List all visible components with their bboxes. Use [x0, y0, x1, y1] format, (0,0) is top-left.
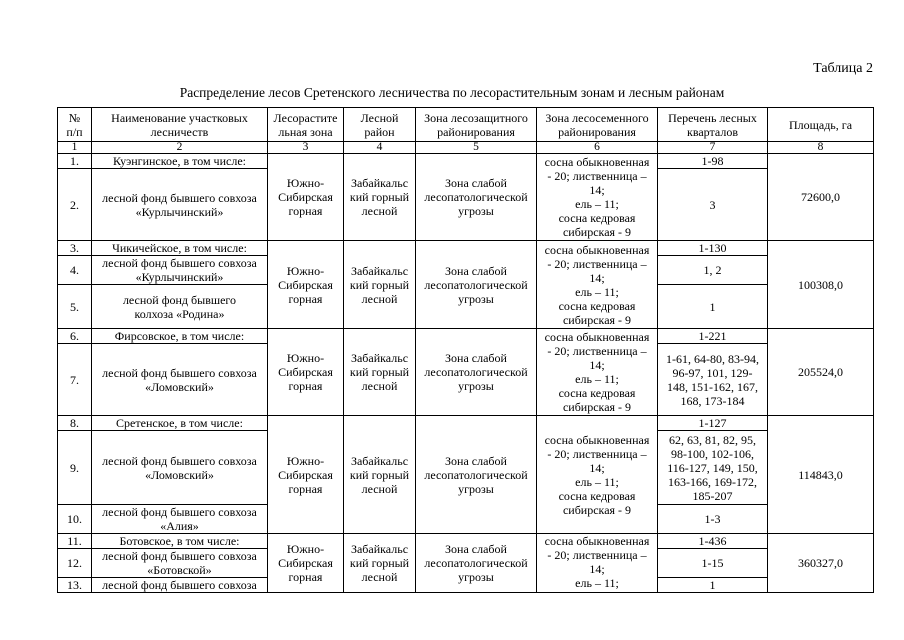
row-number — [58, 549, 92, 578]
protection-zone — [416, 154, 537, 241]
cell-line: кварталов — [687, 124, 738, 139]
cell-line: сосна кедровая — [558, 386, 636, 400]
header-zone — [268, 108, 344, 142]
seed-zone — [537, 329, 658, 416]
cell-line: Сибирская — [278, 277, 333, 292]
area-value — [768, 154, 874, 241]
cell-line: Зона слабой — [445, 453, 507, 468]
cell-line: лесопатологической — [424, 365, 528, 379]
cell-line: 14; — [589, 358, 605, 372]
protection-zone — [416, 241, 537, 329]
row-number — [58, 344, 92, 416]
vegetation-zone — [268, 329, 344, 416]
cell-line: п/п — [66, 124, 83, 139]
cell-line: 62, 63, 81, 82, 95, — [669, 432, 756, 447]
cell-line: Забайкальс — [350, 351, 409, 365]
cell-line: районирования — [437, 124, 515, 139]
column-number: 7 — [658, 142, 768, 154]
cell-line: 98-100, 102-106, — [671, 446, 754, 461]
cell-line: Зона лесосеменного — [545, 110, 649, 125]
cell-line: 116-127, 149, 150, — [667, 460, 758, 475]
forest-district — [344, 154, 416, 241]
row-number — [58, 256, 92, 285]
column-number: 5 — [416, 142, 537, 154]
cell-line: лесной фонд бывшего совхоза — [102, 256, 257, 270]
cell-line: «Ломовский» — [145, 379, 214, 394]
cell-line: «Ботовской» — [147, 563, 212, 577]
cell-line: сосна кедровая — [558, 488, 636, 503]
cell-line: районирования — [558, 124, 636, 139]
cell-line: Площадь, га — [788, 117, 853, 132]
cell-line: 13. — [67, 578, 82, 592]
cell-line: горная — [288, 570, 323, 584]
seed-zone — [537, 154, 658, 241]
table-row — [58, 241, 874, 256]
quarters-list — [658, 549, 768, 578]
cell-line: «Алия» — [160, 519, 199, 533]
column-number-row — [58, 142, 874, 154]
cell-line: 12. — [67, 556, 82, 570]
header-protect — [416, 108, 537, 142]
cell-line: Зона слабой — [445, 351, 507, 365]
cell-line: Южно- — [286, 263, 325, 278]
cell-line: Чикичейское, в том числе: — [112, 241, 247, 255]
forest-district — [344, 241, 416, 329]
cell-line: 1-15 — [701, 556, 724, 570]
cell-line: лесопатологической — [424, 277, 528, 292]
cell-line: ель – 11; — [575, 474, 619, 489]
header-num — [58, 108, 92, 142]
cell-line: 2. — [70, 197, 79, 212]
cell-line: лесной фонд бывшего совхоза — [102, 505, 257, 519]
quarters-list — [658, 578, 768, 593]
cell-line: 96-97, 101, 129- — [672, 365, 753, 380]
cell-line: лесопатологической — [424, 467, 528, 482]
cell-line: 1. — [70, 154, 79, 168]
vegetation-zone — [268, 241, 344, 329]
cell-line: Фирсовское, в том числе: — [114, 329, 245, 343]
cell-line: 1-130 — [698, 241, 727, 255]
cell-line: лесной фонд бывшего совхоза — [102, 365, 257, 380]
row-number — [58, 534, 92, 549]
forestry-name — [92, 578, 268, 593]
row-number — [58, 578, 92, 593]
cell-line: кий горный — [349, 277, 410, 292]
cell-line: 3. — [70, 241, 79, 255]
cell-line: горная — [288, 291, 323, 306]
cell-line: лесной фонд бывшего совхоза — [102, 578, 257, 592]
cell-line: сибирская - 9 — [562, 312, 632, 327]
cell-line: сибирская - 9 — [562, 225, 632, 239]
quarters-list — [658, 344, 768, 416]
cell-line: льная зона — [278, 124, 333, 139]
cell-line: лесной — [361, 481, 398, 496]
cell-line: Южно- — [286, 176, 325, 190]
cell-line: 14; — [589, 562, 605, 576]
seed-zone — [537, 416, 658, 534]
table-label: Таблица 2 — [813, 61, 873, 76]
cell-line: Лесорастите — [273, 110, 338, 125]
cell-line: 1-3 — [704, 512, 721, 526]
cell-line: горная — [288, 379, 323, 393]
cell-line: лесопатологической — [424, 190, 528, 204]
row-number — [58, 169, 92, 241]
cell-line: лесной фонд бывшего совхоза — [102, 453, 257, 468]
cell-line: ель – 11; — [575, 576, 619, 590]
cell-line: Южно- — [286, 542, 325, 556]
forestry-name — [92, 169, 268, 241]
cell-line: 360327,0 — [798, 556, 843, 570]
cell-line: 1-98 — [701, 154, 724, 168]
cell-line: кий горный — [349, 365, 410, 379]
forest-distribution-table — [57, 107, 874, 593]
row-number — [58, 241, 92, 256]
forestry-name — [92, 549, 268, 578]
header-district — [344, 108, 416, 142]
quarters-list — [658, 416, 768, 431]
seed-zone — [537, 534, 658, 593]
cell-line: 1-61, 64-80, 83-94, — [666, 351, 759, 366]
cell-line: сосна обыкновенная — [544, 330, 650, 344]
cell-line: Сибирская — [278, 365, 333, 379]
cell-line: Южно- — [286, 453, 325, 468]
cell-line: «Ломовский» — [145, 467, 214, 482]
forestry-name — [92, 534, 268, 549]
table-row — [58, 154, 874, 169]
cell-line: Забайкальс — [350, 453, 409, 468]
cell-line: Сибирская — [278, 467, 333, 482]
header-name — [92, 108, 268, 142]
header-row — [58, 108, 874, 142]
cell-line: лесной — [361, 570, 398, 584]
cell-line: 168, 173-184 — [680, 393, 745, 408]
table-body — [58, 142, 874, 593]
cell-line: сосна кедровая — [558, 211, 636, 225]
cell-line: кий горный — [349, 190, 410, 204]
cell-line: лесной фонд бывшего совхоза — [102, 190, 257, 205]
cell-line: колхоза «Родина» — [134, 306, 225, 321]
forestry-name — [92, 285, 268, 329]
cell-line: «Курлычинский» — [135, 270, 224, 284]
quarters-list — [658, 256, 768, 285]
cell-line: лесной — [361, 291, 398, 306]
cell-line: Забайкальс — [350, 542, 409, 556]
cell-line: 7. — [70, 372, 79, 387]
table-row — [58, 416, 874, 431]
cell-line: сосна обыкновенная — [544, 432, 650, 447]
cell-line: сосна обыкновенная — [544, 155, 650, 169]
cell-line: Зона слабой — [445, 542, 507, 556]
row-number — [58, 154, 92, 169]
cell-line: 6. — [70, 329, 79, 343]
cell-line: № — [68, 110, 81, 125]
quarters-list — [658, 285, 768, 329]
forestry-name — [92, 505, 268, 534]
cell-line: 14; — [589, 183, 605, 197]
cell-line: лесной — [361, 379, 398, 393]
cell-line: Зона слабой — [445, 263, 507, 278]
forestry-name — [92, 344, 268, 416]
quarters-list — [658, 534, 768, 549]
area-value — [768, 329, 874, 416]
header-area — [768, 108, 874, 142]
column-number: 8 — [768, 142, 874, 154]
vegetation-zone — [268, 534, 344, 593]
cell-line: район — [364, 124, 395, 139]
cell-line: угрозы — [458, 291, 494, 306]
table-row — [58, 329, 874, 344]
header-seed — [537, 108, 658, 142]
column-number: 4 — [344, 142, 416, 154]
cell-line: сибирская - 9 — [562, 502, 632, 517]
protection-zone — [416, 329, 537, 416]
cell-line: угрозы — [458, 481, 494, 496]
quarters-list — [658, 431, 768, 505]
cell-line: 72600,0 — [801, 190, 840, 204]
cell-line: 11. — [67, 534, 82, 548]
forest-district — [344, 416, 416, 534]
cell-line: сосна обыкновенная — [544, 242, 650, 257]
cell-line: Перечень лесных — [668, 110, 757, 125]
forestry-name — [92, 241, 268, 256]
table-row — [58, 534, 874, 549]
forest-district — [344, 329, 416, 416]
cell-line: 185-207 — [692, 488, 733, 503]
area-value — [768, 534, 874, 593]
cell-line: Ботовское, в том числе: — [119, 534, 240, 548]
forest-district — [344, 534, 416, 593]
area-value — [768, 241, 874, 329]
cell-line: 100308,0 — [798, 277, 843, 292]
cell-line: Забайкальс — [350, 263, 409, 278]
cell-line: Сибирская — [278, 556, 333, 570]
cell-line: Сибирская — [278, 190, 333, 204]
cell-line: 10. — [67, 512, 82, 526]
column-number: 3 — [268, 142, 344, 154]
cell-line: угрозы — [458, 204, 494, 218]
cell-line: Зона слабой — [445, 176, 507, 190]
seed-zone — [537, 241, 658, 329]
cell-line: 14; — [589, 460, 605, 475]
cell-line: ель – 11; — [575, 284, 619, 299]
forestry-name — [92, 431, 268, 505]
cell-line: кий горный — [349, 467, 410, 482]
cell-line: 205524,0 — [798, 365, 843, 379]
row-number — [58, 329, 92, 344]
cell-line: Лесной — [360, 110, 399, 125]
cell-line: - 20; лиственница – — [547, 446, 647, 461]
cell-line: 3 — [709, 197, 716, 212]
header-quarters — [658, 108, 768, 142]
quarters-list — [658, 169, 768, 241]
cell-line: 1 — [709, 578, 716, 592]
forestry-name — [92, 416, 268, 431]
vegetation-zone — [268, 154, 344, 241]
quarters-list — [658, 329, 768, 344]
cell-line: 9. — [70, 460, 79, 475]
row-number — [58, 431, 92, 505]
cell-line: 1, 2 — [703, 263, 722, 277]
cell-line: 8. — [70, 416, 79, 430]
cell-line: горная — [288, 204, 323, 218]
cell-line: - 20; лиственница – — [547, 169, 647, 183]
cell-line: - 20; лиственница – — [547, 548, 647, 562]
row-number — [58, 285, 92, 329]
cell-line: 148, 151-162, 167, — [667, 379, 758, 394]
column-number: 2 — [92, 142, 268, 154]
cell-line: сосна кедровая — [558, 298, 636, 313]
cell-line: 1-436 — [698, 534, 727, 548]
forestry-name — [92, 256, 268, 285]
cell-line: горная — [288, 481, 323, 496]
quarters-list — [658, 241, 768, 256]
cell-line: Южно- — [286, 351, 325, 365]
protection-zone — [416, 534, 537, 593]
forestry-name — [92, 154, 268, 169]
vegetation-zone — [268, 416, 344, 534]
cell-line: угрозы — [458, 570, 494, 584]
cell-line: лесничеств — [150, 124, 209, 139]
cell-line: 163-166, 169-172, — [668, 474, 757, 489]
cell-line: «Курлычинский» — [135, 204, 224, 219]
cell-line: 14; — [589, 270, 605, 285]
cell-line: 114843,0 — [798, 467, 843, 482]
cell-line: 1-127 — [698, 416, 727, 430]
cell-line: лесной фонд бывшего совхоза — [102, 549, 257, 563]
cell-line: Сретенское, в том числе: — [116, 416, 243, 430]
cell-line: Куэнгинское, в том числе: — [112, 154, 246, 168]
cell-line: - 20; лиственница – — [547, 256, 647, 271]
cell-line: Зона лесозащитного — [424, 110, 528, 125]
cell-line: сибирская - 9 — [562, 400, 632, 414]
row-number — [58, 505, 92, 534]
quarters-list — [658, 505, 768, 534]
cell-line: кий горный — [349, 556, 410, 570]
cell-line: сосна обыкновенная — [544, 534, 650, 548]
cell-line: лесопатологической — [424, 556, 528, 570]
cell-line: 4. — [70, 263, 79, 277]
row-number — [58, 416, 92, 431]
quarters-list — [658, 154, 768, 169]
cell-line: 1-221 — [698, 329, 727, 343]
column-number: 6 — [537, 142, 658, 154]
column-number: 1 — [58, 142, 92, 154]
cell-line: лесной фонд бывшего — [122, 292, 237, 307]
protection-zone — [416, 416, 537, 534]
table-title: Распределение лесов Сретенского лесничества по лесорастительным зонам и лесным районам — [179, 85, 725, 100]
cell-line: ель – 11; — [575, 372, 619, 386]
forestry-name — [92, 329, 268, 344]
cell-line: ель – 11; — [575, 197, 619, 211]
area-value — [768, 416, 874, 534]
cell-line: лесной — [361, 204, 398, 218]
cell-line: Забайкальс — [350, 176, 409, 190]
cell-line: Наименование участковых — [111, 110, 248, 125]
cell-line: 5. — [70, 299, 79, 314]
cell-line: - 20; лиственница – — [547, 344, 647, 358]
cell-line: 1 — [709, 299, 716, 314]
cell-line: угрозы — [458, 379, 494, 393]
